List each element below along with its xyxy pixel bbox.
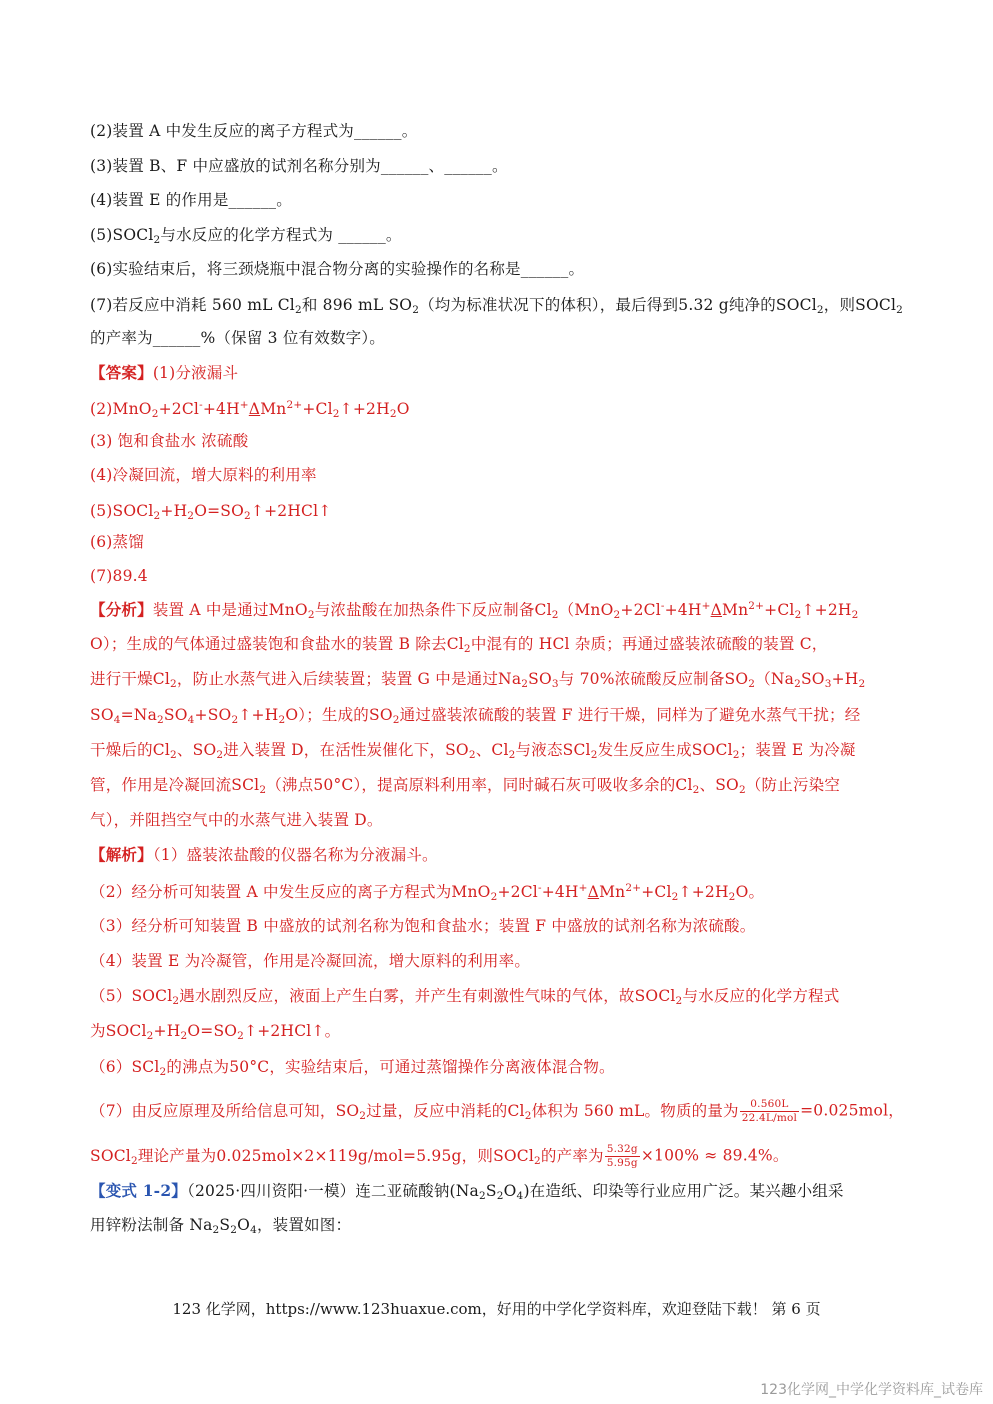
explanation-5-line-1: （5）SOCl$_2$遇水剧烈反应，液面上产生白雾，并产生有刺激性气味的气体，故SOCl$_2$与水反应的化学方程式 xyxy=(90,987,840,1007)
watermark: 123化学网_中学化学资料库_试卷库 xyxy=(760,1382,983,1398)
answer-1: 【答案】(1)分液漏斗 xyxy=(90,363,239,382)
explanation-5-line-2: 为$SOCl_2+H_2O=SO_2↑+2HCl↑$。 xyxy=(90,1022,341,1042)
question-2: (2)装置 A 中发生反应的离子方程式为______。 xyxy=(90,122,418,140)
answer-6: (6)蒸馏 xyxy=(90,533,144,551)
question-3: (3)装置 B、F 中应盛放的试剂名称分别为______、______。 xyxy=(90,157,508,175)
question-5: (5)SOCl$_2$与水反应的化学方程式为 ______。 xyxy=(90,226,402,246)
analysis-line-4: $SO_4=Na_2SO_4+SO_2↑+H_2O$）；生成的$SO_2$通过盛装浓硫酸的装置 F 进行干燥，同样为了避免水蒸气干扰；经 xyxy=(90,706,861,726)
question-7-line-1: (7)若反应中消耗 560 mL $Cl_2$和 896 mL $SO_2$（均为标准状况下的体积），最后得到5.32 g纯净的SOCl$_2$，则SOCl$_2$ xyxy=(90,296,903,316)
fraction-moles: $\frac{0.560L}{\text{22.4L/mol}}$ xyxy=(741,1098,798,1124)
analysis-line-7: 气），并阻挡空气中的水蒸气进入装置 D。 xyxy=(90,811,383,829)
explanation-7-line-1: （7）由反应原理及所给信息可知，$SO_2$过量，反应中消耗的$Cl_2$体积为 560 mL。物质的量为 $\frac{0.560L}{\text{22.4L/mol}}$ =0.025mol， xyxy=(90,1098,904,1124)
variant-line-1: 【变式 1-2】（2025·四川资阳·一模）连二亚硫酸钠$(Na_2S_2O_4)$在造纸、印染等行业应用广泛。某兴趣小组采 xyxy=(90,1181,844,1202)
answer-5: $(5)SOCl_2+H_2O=SO_2↑+2HCl↑$ xyxy=(90,502,332,522)
answer-3: (3) 饱和食盐水 浓硫酸 xyxy=(90,432,249,450)
variant-tag: 【变式 1-2】 xyxy=(90,1181,187,1200)
explanation-7-line-2: SOCl$_2$理论产量为0.025mol×2×119g/mol=5.95g，则SOCl$_2$的产率为 $\frac{5.32g}{5.95g}$ ×100% ≈ 89.4%。 xyxy=(90,1143,789,1169)
explanation-4: （4）装置 E 为冷凝管，作用是冷凝回流，增大原料的利用率。 xyxy=(90,952,531,970)
variant-line-2: 用锌粉法制备 $Na_2S_2O_4$，装置如图： xyxy=(90,1216,352,1236)
explanation-2: （2）经分析可知装置 A 中发生反应的离子方程式为$MnO_2+2Cl^-+4H^+\Delta Mn^{2+}+Cl_2↑+2H_2O$。 xyxy=(90,882,765,903)
answer-2: $(2)MnO_2+2Cl^-+4H^+\Delta Mn^{2+}+Cl_2↑+2H_2O$ xyxy=(90,399,410,420)
fraction-yield: $\frac{5.32g}{5.95g}$ xyxy=(606,1143,638,1169)
heat-symbol: Δ xyxy=(710,601,722,619)
analysis-line-3: 进行干燥$Cl_2$，防止水蒸气进入后续装置；装置 G 中是通过$Na_2SO_3$与 70%浓硫酸反应制备$SO_2(Na_2SO_3+H_2$ xyxy=(90,670,866,690)
answer-tag: 【答案】 xyxy=(90,363,153,382)
heat-symbol: Δ xyxy=(587,883,600,901)
answer-4: (4)冷凝回流，增大原料的利用率 xyxy=(90,466,317,484)
analysis-tag: 【分析】 xyxy=(90,600,153,619)
explanation-tag: 【解析】 xyxy=(90,845,153,864)
answer-7: (7)89.4 xyxy=(90,567,148,585)
question-7-line-2: 的产率为______%（保留 3 位有效数字）。 xyxy=(90,329,385,347)
heat-symbol: Δ xyxy=(248,400,261,418)
explanation-1: 【解析】（1）盛装浓盐酸的仪器名称为分液漏斗。 xyxy=(90,845,438,864)
analysis-line-6: 管，作用是冷凝回流SCl$_2$（沸点50°C），提高原料利用率，同时碱石灰可吸收多余的$Cl_2$、$SO_2$（防止污染空 xyxy=(90,776,841,796)
analysis-line-5: 干燥后的$Cl_2$、$SO_2$进入装置 D，在活性炭催化下，$SO_2$、$Cl_2$与液态SCl$_2$发生反应生成SOCl$_2$；装置 E 为冷凝 xyxy=(90,741,856,761)
question-6: (6)实验结束后，将三颈烧瓶中混合物分离的实验操作的名称是______。 xyxy=(90,260,585,278)
analysis-line-2: O）；生成的气体通过盛装饱和食盐水的装置 B 除去$Cl_2$中混有的 HCl 杂质；再通过盛装浓硫酸的装置 C， xyxy=(90,635,828,655)
explanation-6: （6）SCl$_2$的沸点为50°C，实验结束后，可通过蒸馏操作分离液体混合物。 xyxy=(90,1058,615,1078)
question-4: (4)装置 E 的作用是______。 xyxy=(90,191,292,209)
explanation-3: （3）经分析可知装置 B 中盛放的试剂名称为饱和食盐水；装置 F 中盛放的试剂名称为浓硫酸。 xyxy=(90,917,756,935)
analysis-line-1: 【分析】装置 A 中是通过MnO$_2$与浓盐酸在加热条件下反应制备$Cl_2(MnO_2+2Cl^-+4H^+\Delta Mn^{2+}+Cl_2↑+2H_2$ xyxy=(90,600,859,621)
page-footer: 123 化学网，https://www.123huaxue.com，好用的中学化学资料库，欢迎登陆下载！ 第 6 页 xyxy=(172,1300,821,1318)
